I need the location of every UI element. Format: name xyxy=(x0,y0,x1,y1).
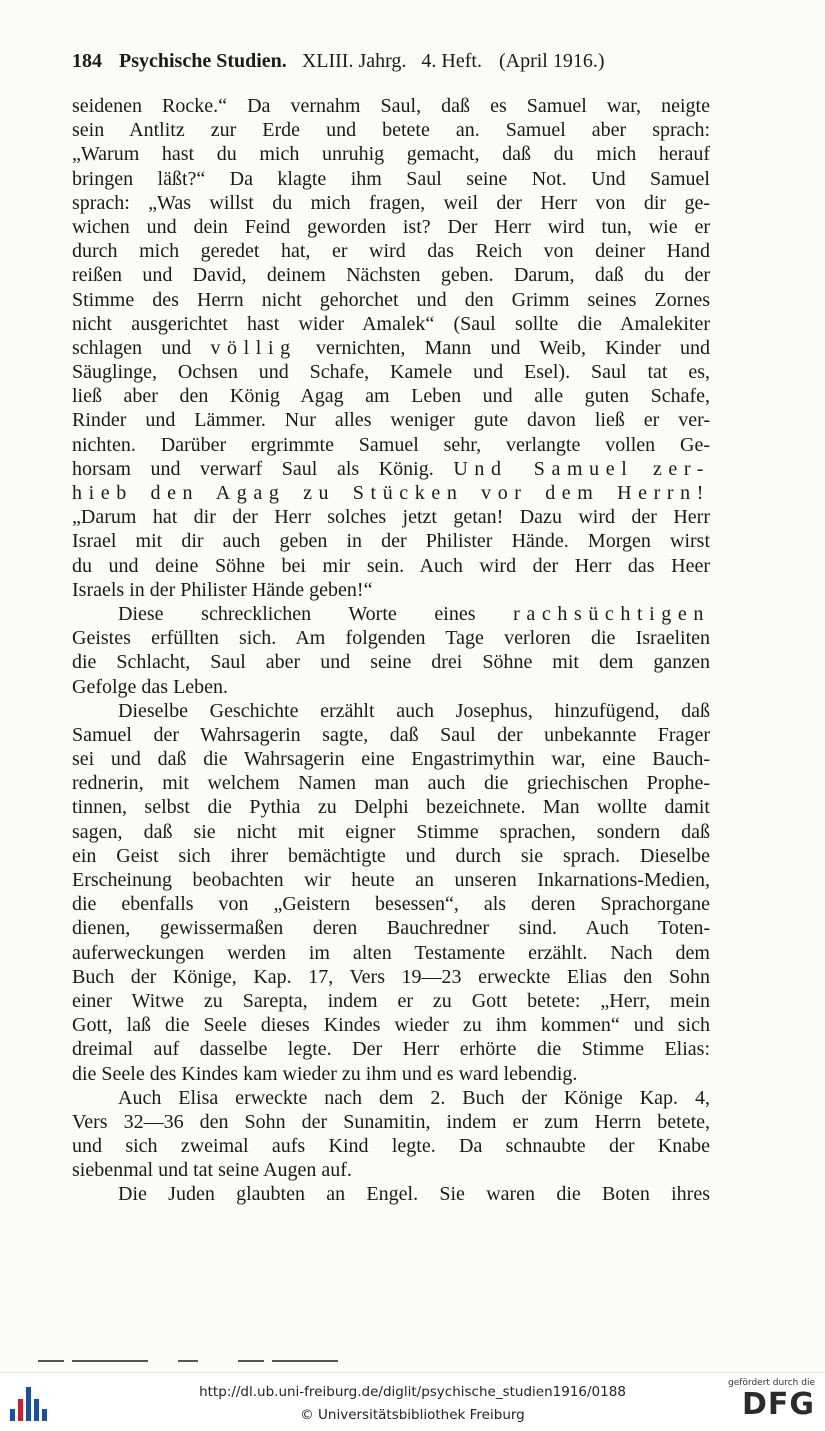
text-line: die ebenfalls von „Geistern besessen“, als deren Sprachorgane xyxy=(72,893,710,916)
volume-label: XLIII. Jahrg. xyxy=(301,50,407,72)
text-line: sprach: „Was willst du mich fragen, weil der Herr von dir ge- xyxy=(72,191,710,214)
text-segment: zer- xyxy=(652,457,711,480)
text-line: bringen läßt?“ Da klagte ihm Saul seine Not. Und Samuel xyxy=(72,167,710,190)
text-line: Israel mit dir auch geben in der Philister Hände. Morgen wirst xyxy=(72,530,710,553)
journal-title: Psychische Studien. xyxy=(119,50,287,72)
text-line: die Schlacht, Saul aber und seine drei Söhne mit dem ganzen xyxy=(72,651,710,674)
emphasis-voellig: völlig xyxy=(210,336,297,359)
text-line: Samuel der Wahrsagerin sagte, daß Saul der unbekannte Frager xyxy=(72,723,710,746)
dfg-mark: DFG xyxy=(741,1387,815,1422)
body-text xyxy=(72,94,710,1207)
text-line: Rinder und Lämmer. Nur alles weniger gute davon ließ er ver- xyxy=(72,409,710,432)
text-segment: horsam und verwarf Saul als König. xyxy=(72,457,434,480)
text-line: sei und daß die Wahrsagerin eine Engastrimythin war, eine Bauch- xyxy=(72,748,710,771)
dfg-logo[interactable] xyxy=(725,1378,815,1426)
text-line: durch mich geredet hat, er wird das Reich von deiner Hand xyxy=(72,240,710,263)
text-line: Geistes erfüllten sich. Am folgenden Tage verloren die Israeliten xyxy=(72,627,710,650)
text-line: Dieselbe Geschichte erzählt auch Josephus, hinzufügend, daß xyxy=(118,699,710,722)
text-line: rednerin, mit welchem Namen man auch die griechischen Prophe- xyxy=(72,772,710,795)
text-line: reißen und David, deinem Nächsten geben. Darum, daß du der xyxy=(72,264,710,287)
text-line: Israels in der Philister Hände geben!“ xyxy=(72,578,373,601)
text-line: seidenen Rocke.“ Da vernahm Saul, daß es Samuel war, neigte xyxy=(72,95,710,117)
text-line: und sich zweimal aufs Kind legte. Da schnaubte der Knabe xyxy=(72,1135,710,1158)
text-segment: Diese schrecklichen Worte eines xyxy=(118,602,476,625)
text-line: hieb den Agag zu Stücken vor dem Herrn! xyxy=(72,482,710,504)
text-line: auferweckungen werden im alten Testamente erzählt. Nach dem xyxy=(72,941,710,964)
copyright-notice: © Universitätsbibliothek Freiburg xyxy=(300,1407,525,1423)
footer-rule xyxy=(38,1360,338,1362)
text-line: ein Geist sich ihrer bemächtigte und durch sie sprach. Dieselbe xyxy=(72,844,710,867)
text-line: Auch Elisa erweckte nach dem 2. Buch der Könige Kap. 4, xyxy=(118,1086,710,1109)
text-line: Stimme des Herrn nicht gehorchet und den Grimm seines Zornes xyxy=(72,288,710,311)
text-line: sagen, daß sie nicht mit eigner Stimme sprachen, sondern daß xyxy=(72,820,710,843)
dfg-caption: gefördert durch die xyxy=(728,1378,815,1388)
text-line: siebenmal und tat seine Augen auf. xyxy=(72,1159,352,1182)
text-line: Gott, laß die Seele dieses Kindes wieder zu ihm kommen“ und sich xyxy=(72,1014,710,1037)
emphasis-und-samuel: Und Samuel xyxy=(453,457,634,480)
text-line: dreimal auf dasselbe legte. Der Herr erhörte die Stimme Elias: xyxy=(72,1038,710,1061)
text-line: die Seele des Kindes kam wieder zu ihm und es ward lebendig. xyxy=(72,1062,578,1085)
text-line: tinnen, selbst die Pythia zu Delphi bezeichnete. Man wollte damit xyxy=(72,796,710,819)
page-number: 184 xyxy=(72,50,102,72)
text-segment: schlagen und xyxy=(72,336,192,359)
text-line: Erscheinung beobachten wir heute an unseren Inkarnations-Medien, xyxy=(72,869,710,891)
text-line: dienen, gewissermaßen deren Bauchredner sind. Auch Toten- xyxy=(72,917,710,940)
text-line: wichen und dein Feind geworden ist? Der Herr wird tun, wie er xyxy=(72,215,710,238)
text-line: „Darum hat dir der Herr solches jetzt getan! Dazu wird der Herr xyxy=(72,506,710,529)
text-line xyxy=(72,336,710,360)
running-header xyxy=(72,50,712,82)
text-line: Gefolge das Leben. xyxy=(72,675,229,698)
issue-label: 4. Heft. xyxy=(421,50,482,72)
text-line xyxy=(72,602,710,626)
text-line: nichten. Darüber ergrimmte Samuel sehr, verlangte vollen Ge- xyxy=(72,433,710,456)
text-line: ließ aber den König Agag am Leben und alle guten Schafe, xyxy=(72,385,710,408)
text-line: Buch der Könige, Kap. 17, Vers 19—23 erweckte Elias den Sohn xyxy=(72,965,710,988)
text-line xyxy=(72,457,710,481)
text-line: sein Antlitz zur Erde und betete an. Samuel aber sprach: xyxy=(72,119,710,142)
text-line: nicht ausgerichtet hast wider Amalek“ (Saul sollte die Amalekiter xyxy=(72,312,710,335)
viewer-footer xyxy=(0,1372,825,1431)
text-line: Vers 32—36 den Sohn der Sunamitin, indem er zum Herrn betete, xyxy=(72,1110,710,1133)
text-line: du und deine Söhne bei mir sein. Auch wird der Herr das Heer xyxy=(72,554,710,577)
text-line: einer Witwe zu Sarepta, indem er zu Gott betete: „Herr, mein xyxy=(72,989,710,1012)
permalink-url[interactable]: http://dl.ub.uni-freiburg.de/diglit/psychische_studien1916/0188 xyxy=(199,1384,626,1400)
issue-date: (April 1916.) xyxy=(498,50,605,72)
emphasis-rachsuechtigen: rachsüchtigen xyxy=(513,602,710,625)
text-line: Säuglinge, Ochsen und Schafe, Kamele und Esel). Saul tat es, xyxy=(72,361,710,384)
text-line: Die Juden glaubten an Engel. Sie waren die Boten ihres xyxy=(118,1183,710,1206)
text-line: „Warum hast du mich unruhig gemacht, daß du mich herauf xyxy=(72,143,710,166)
text-segment: vernichten, Mann und Weib, Kinder und xyxy=(315,336,711,359)
